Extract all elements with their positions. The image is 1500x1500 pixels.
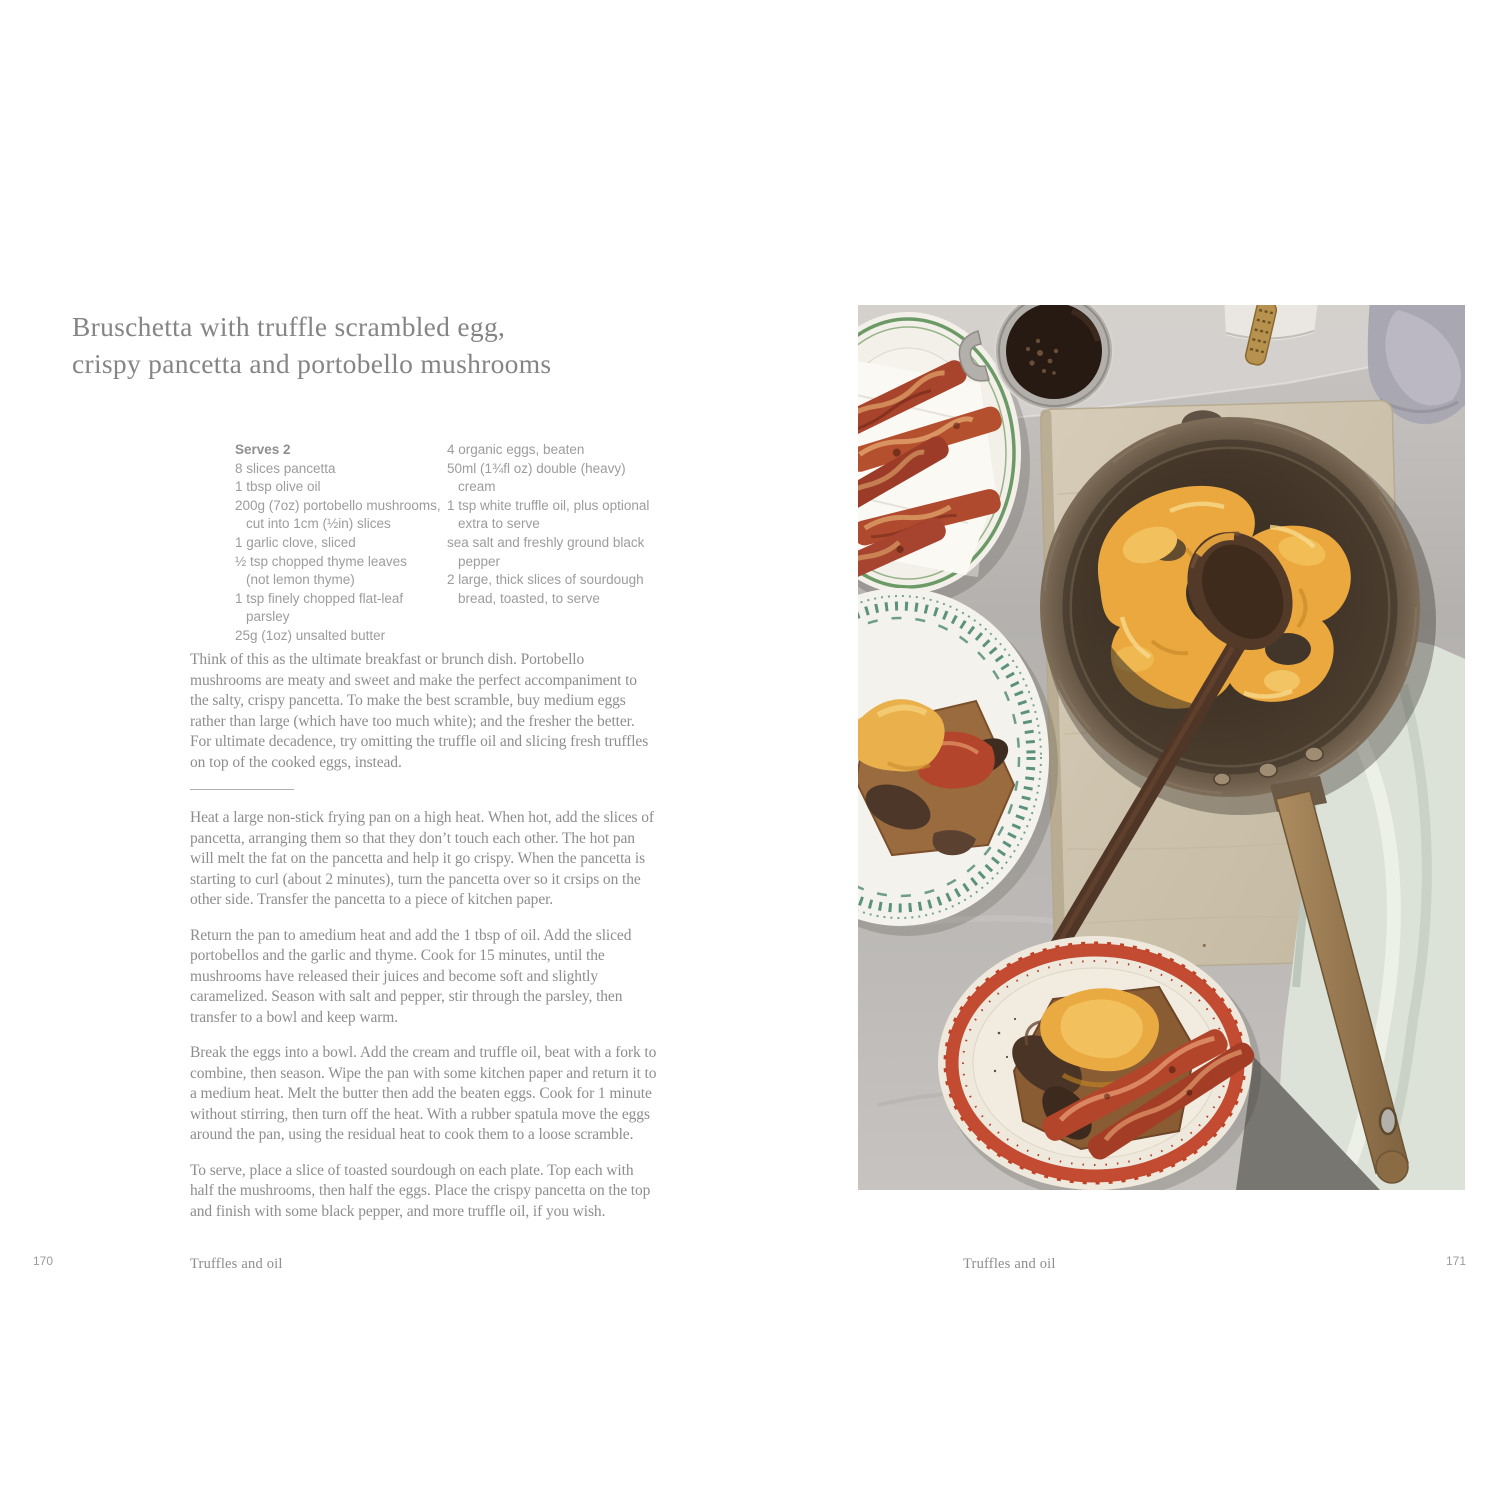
page-number-left: 170 [33, 1254, 54, 1268]
section-divider [190, 789, 294, 790]
method-paragraph: To serve, place a slice of toasted sourdough on each plate. Top each with half the mushrooms, then half the eggs. Place the crispy pancetta on the top and finish with some black pepper, and more truffle oil, if you wish. [190, 1161, 651, 1220]
recipe-title-line2: crispy pancetta and portobello mushrooms [72, 348, 552, 379]
ingredient-line: 200g (7oz) portobello mushrooms, [235, 497, 441, 513]
recipe-title-line1: Bruschetta with truffle scrambled egg, [72, 311, 506, 342]
ingredient-line: (not lemon thyme) [246, 572, 355, 588]
ingredient-line: ½ tsp chopped thyme leaves [235, 553, 407, 569]
ingredient-line: 2 large, thick slices of sourdough [447, 572, 644, 588]
ingredients-column-1 [235, 441, 449, 646]
ingredient-line: bread, toasted, to serve [458, 590, 600, 606]
page-number-right: 171 [1446, 1254, 1467, 1268]
ingredient-line: 50ml (1¾fl oz) double (heavy) [447, 460, 626, 476]
ingredients-column-2 [447, 441, 661, 608]
method-paragraph: Return the pan to amedium heat and add the 1 tbsp of oil. Add the sliced portobellos and the garlic and thyme. Cook for 15 minutes, until the mushrooms have released their juices and become soft and slightly caramelized. Season with salt and pepper, stir through the parsley, then transfer to a bowl and keep warm. [190, 926, 632, 1026]
running-footer-right: Truffles and oil [963, 1256, 1056, 1272]
ingredient-line: 1 garlic clove, sliced [235, 534, 356, 550]
running-footer-left: Truffles and oil [190, 1256, 283, 1272]
ingredient-line: 1 tsp finely chopped flat-leaf [235, 590, 404, 606]
recipe-intro: Think of this as the ultimate breakfast or brunch dish. Portobello mushrooms are meaty and sweet and make the perfect accompaniment to the salty, crispy pancetta. To make the best scramble, buy medium eggs rather than large (which have too much white); and the fresher the better. For ultimate decadence, try omitting the truffle oil and slicing fresh truffles on top of the cooked eggs, instead. [190, 651, 649, 771]
ingredient-line: cut into 1cm (½in) slices [246, 516, 391, 532]
ingredients-list-1 [235, 460, 449, 646]
recipe-photo [858, 305, 1465, 1190]
serves-label: Serves 2 [235, 442, 291, 457]
ingredient-line: 8 slices pancetta [235, 460, 336, 476]
ingredient-line: cream [458, 479, 496, 495]
ingredient-line: 1 tbsp olive oil [235, 479, 321, 495]
method-paragraph: Heat a large non-stick frying pan on a high heat. When hot, add the slices of pancetta, arranging them so that they don’t touch each other. The hot pan will melt the fat on the pancetta and help it go crispy. When the pancetta is starting to curl (about 2 minutes), turn the pancetta over so it crsips on the other side. Transfer the pancetta to a piece of kitchen paper. [190, 809, 654, 908]
ingredients-list-2 [447, 441, 661, 608]
recipe-title [72, 308, 551, 382]
method-paragraphs [190, 808, 658, 1222]
ingredient-line: extra to serve [458, 516, 540, 532]
recipe-body [190, 650, 658, 1237]
ingredient-line: 25g (1oz) unsalted butter [235, 627, 386, 643]
ingredient-line: pepper [458, 553, 501, 569]
ingredient-line: 4 organic eggs, beaten [447, 442, 585, 457]
method-paragraph: Break the eggs into a bowl. Add the cream and truffle oil, beat with a fork to combine, then season. Wipe the pan with some kitchen paper and return it to a medium heat. Melt the butter then add the beaten eggs. Cook for 1 minute without stirring, then turn off the heat. With a rubber spatula move the eggs around the pan, using the residual heat to cook them to a loose scramble. [190, 1044, 657, 1143]
ingredient-line: 1 tsp white truffle oil, plus optional [447, 497, 650, 513]
ingredient-line: sea salt and freshly ground black [447, 534, 645, 550]
ingredient-line: parsley [246, 609, 290, 625]
